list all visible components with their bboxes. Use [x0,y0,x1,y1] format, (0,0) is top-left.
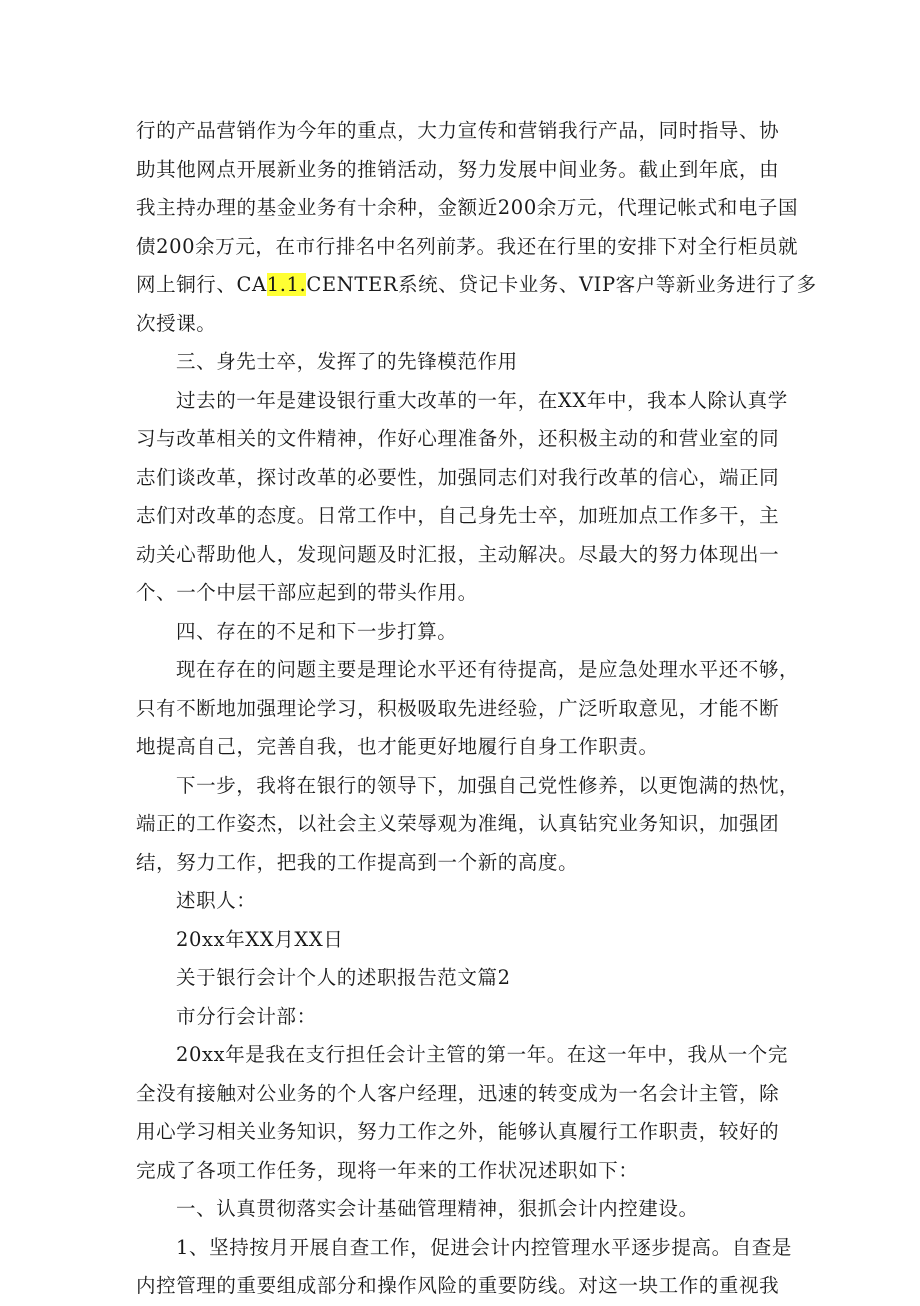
text-line: 端正的工作姿杰，以社会主义荣辱观为准绳，认真钻究业务知识，加强团 [136,812,780,835]
document-body [136,112,817,1306]
section-heading-4: 四、存在的不足和下一步打算。 [176,619,458,643]
text-line: 过去的一年是建设银行重大改革的一年，在XX年中，我本人除认真学 [176,388,788,412]
text-line: 全没有接触对公业务的个人客户经理，迅速的转变成为一名会计主管，除 [136,1081,780,1105]
text-line: 地提高自己，完善自我，也才能更好地履行自身工作职责。 [136,735,659,758]
text-line: 20xx年是我在支行担任会计主管的第一年。在这一年中，我从一个完 [176,1043,789,1066]
addressee: 市分行会计部： [176,1004,317,1028]
text-line: 债200余万元，在市行排名中名列前茅。我还在行里的安排下对全行柜员就 [136,234,799,258]
text-line: 现在存在的问题主要是理论水平还有待提高，是应急处理水平还不够， [176,658,800,681]
text-segment: 网上铜行、CA [136,273,267,296]
paragraph-next-steps [136,767,798,883]
text-line: 完成了各项工作任务，现将一年来的工作状况述职如下： [136,1158,639,1182]
section-heading-1: 一、认真贯彻落实会计基础管理精神，狠抓会计内控建设。 [176,1197,699,1220]
text-line: 下一步，我将在银行的领导下，加强自己党性修养，以更饱满的热忱， [176,773,800,797]
signature-label: 述职人： [176,889,257,912]
text-line: 1、坚持按月开展自查工作，促进会计内控管理水平逐步提高。自查是 [176,1235,793,1259]
paragraph-self-inspection [136,1229,798,1306]
text-line: 只有不断地加强理论学习，积极吸取先进经验，广泛听取意见，才能不断 [136,696,780,720]
text-line: 用心学习相关业务知识，努力工作之外，能够认真履行工作职责，较好的 [136,1120,780,1143]
text-segment: CENTER系统、贷记卡业务、VIP客户等新业务进行了多 [306,273,817,296]
article-title: 关于银行会计个人的述职报告范文篇2 [176,966,511,989]
text-line: 志们对改革的态度。日常工作中，自己身先士卒，加班加点工作多干，主 [136,504,780,527]
text-line: 动关心帮助他人，发现问题及时汇报，主动解决。尽最大的努力体现出一 [136,542,780,566]
date-line: 20xx年XX月XX日 [176,927,344,951]
text-line: 内控管理的重要组成部分和操作风险的重要防线。对这一块工作的重视我 [136,1274,780,1297]
text-line: 个、一个中层干部应起到的带头作用。 [136,581,478,604]
section-heading-3: 三、身先士卒，发挥了的先锋模范作用 [176,350,518,373]
highlighted-text: 1.1. [266,273,307,296]
text-line: 行的产品营销作为今年的重点，大力宣传和营销我行产品，同时指导、协 [136,119,780,142]
paragraph-product-marketing [136,112,817,343]
paragraph-reform [136,382,798,613]
text-line-with-highlight [136,266,817,305]
text-line: 结，努力工作，把我的工作提高到一个新的高度。 [136,850,579,874]
paragraph-accounting-intro [136,1036,798,1190]
text-line: 我主持办理的基金业务有十余种，金额近200余万元，代理记帐式和电子国 [136,196,799,219]
text-line: 助其他网点开展新业务的推销活动，努力发展中间业务。截止到年底，由 [136,157,780,181]
text-line: 次授课。 [136,311,217,335]
paragraph-shortcomings [136,651,798,767]
text-line: 习与改革相关的文件精神，作好心理准备外，还积极主动的和营业室的同 [136,427,780,450]
text-line: 志们谈改革，探讨改革的必要性，加强同志们对我行改革的信心，端正同 [136,465,780,489]
